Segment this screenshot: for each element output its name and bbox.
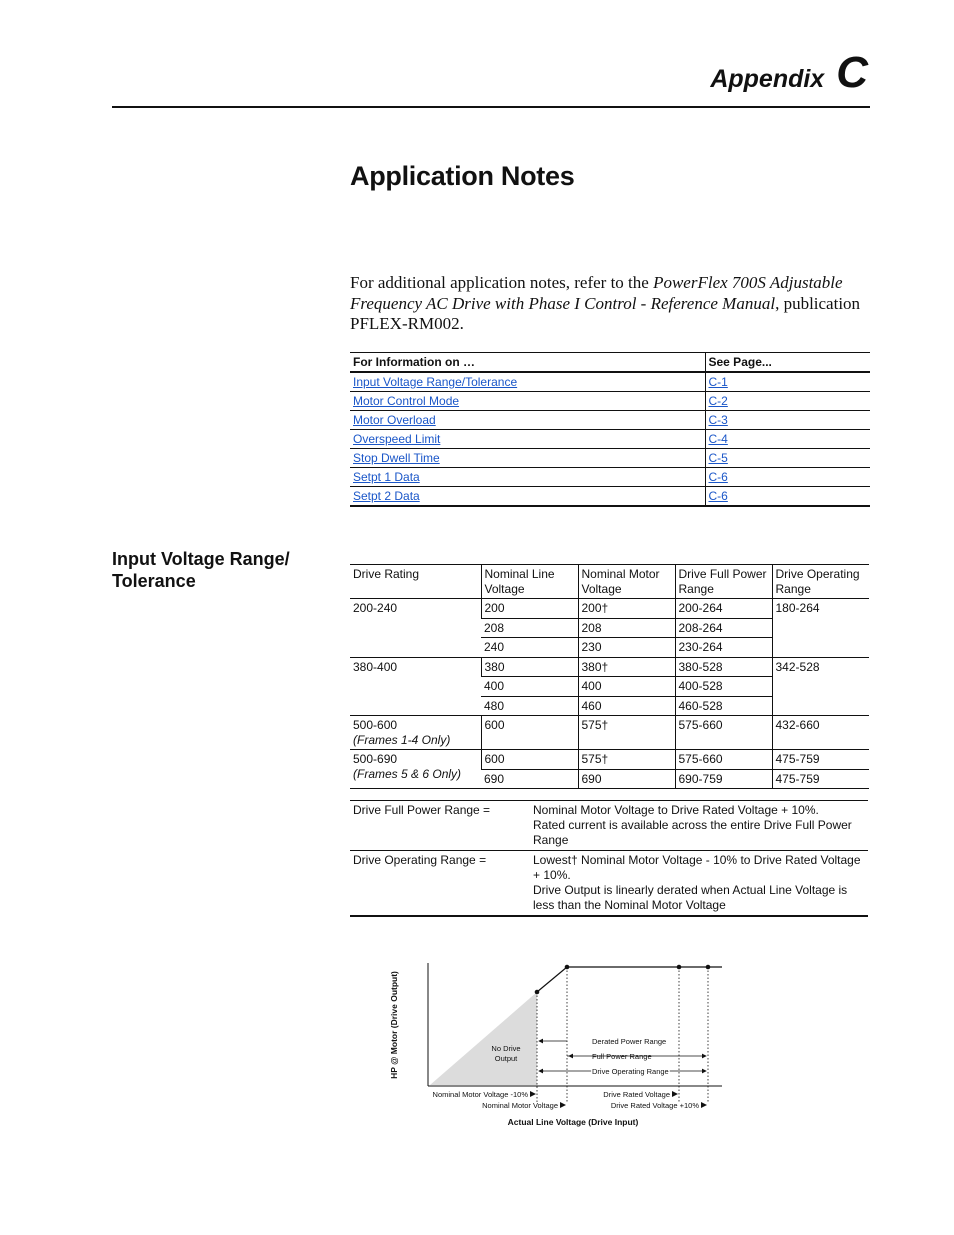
definition-term: Drive Operating Range =	[350, 851, 530, 917]
full-power-range-label: Full Power Range	[592, 1052, 652, 1061]
toc-row	[350, 372, 870, 392]
nominal-motor-cell: 230	[578, 638, 675, 658]
definition-line: Rated current is available across the entire Drive Full Power Range	[533, 818, 852, 847]
marker-arrow	[530, 1091, 536, 1097]
table-row	[350, 716, 869, 750]
toc-link-motor-overload[interactable]: Motor Overload	[353, 413, 436, 427]
toc-link-setpt-1-data[interactable]: Setpt 1 Data	[353, 470, 420, 484]
toc-page-link[interactable]: C-3	[708, 413, 728, 427]
toc-row	[350, 392, 870, 411]
header-rule	[112, 106, 870, 108]
appendix-heading	[710, 48, 868, 98]
header-nominal-line: Nominal Line Voltage	[481, 565, 578, 599]
toc-header-topic: For Information on …	[350, 353, 705, 373]
definition-body	[530, 851, 868, 917]
toc-row	[350, 430, 870, 449]
marker-arrow	[560, 1102, 566, 1108]
voltage-table-header	[350, 565, 869, 599]
marker-nominal: Nominal Motor Voltage	[482, 1101, 558, 1110]
toc-page-link[interactable]: C-2	[708, 394, 728, 408]
toc-link-overspeed-limit[interactable]: Overspeed Limit	[353, 432, 441, 446]
table-row	[350, 750, 869, 770]
toc-page-link[interactable]: C-6	[708, 489, 728, 503]
toc-row	[350, 449, 870, 468]
intro-tail: , publication PFLEX-RM002.	[350, 293, 861, 333]
derated-range-label: Derated Power Range	[592, 1037, 667, 1046]
nominal-line-cell: 200	[481, 599, 578, 619]
appendix-word: Appendix	[710, 65, 825, 93]
nominal-line-cell: 600	[481, 750, 578, 770]
toc-table	[350, 352, 870, 507]
toc-link-stop-dwell-time[interactable]: Stop Dwell Time	[353, 451, 440, 465]
marker-rated-plus10: Drive Rated Voltage +10%	[610, 1101, 699, 1110]
output-curve	[537, 967, 722, 992]
drive-rating-value: 500-690	[353, 752, 398, 766]
marker-arrow	[672, 1091, 678, 1097]
drive-rating-cell: 380-400	[350, 657, 481, 716]
nominal-motor-cell: 200†	[578, 599, 675, 619]
full-power-cell: 380-528	[675, 657, 772, 677]
operating-range-label: Drive Operating Range	[592, 1067, 669, 1076]
definition-line: Nominal Motor Voltage to Drive Rated Voltage + 10%.	[533, 803, 819, 817]
definition-line: Lowest† Nominal Motor Voltage - 10% to Drive Rated Voltage + 10%.	[533, 853, 861, 882]
full-power-cell: 208-264	[675, 618, 772, 638]
operating-range-cell: 475-759	[772, 750, 869, 770]
nominal-motor-cell: 400	[578, 677, 675, 697]
definition-body	[530, 801, 868, 851]
nominal-motor-cell: 208	[578, 618, 675, 638]
nominal-motor-cell: 690	[578, 769, 675, 789]
full-power-cell: 575-660	[675, 750, 772, 770]
full-power-cell: 460-528	[675, 696, 772, 716]
full-power-cell: 230-264	[675, 638, 772, 658]
drive-rating-cell: 200-240	[350, 599, 481, 658]
operating-range-cell: 475-759	[772, 769, 869, 789]
operating-range-cell: 180-264	[772, 599, 869, 658]
marker-arrow	[701, 1102, 707, 1108]
header-drive-rating: Drive Rating	[350, 565, 481, 599]
full-power-cell: 200-264	[675, 599, 772, 619]
y-axis-label: HP @ Motor (Drive Output)	[389, 971, 399, 1079]
toc-page-link[interactable]: C-1	[708, 375, 728, 389]
nominal-motor-cell: 460	[578, 696, 675, 716]
full-power-cell: 575-660	[675, 716, 772, 750]
nominal-motor-cell: 575†	[578, 750, 675, 770]
frame-note: (Frames 1-4 Only)	[353, 732, 451, 747]
nominal-line-cell: 480	[481, 696, 578, 716]
nominal-line-cell: 690	[481, 769, 578, 789]
voltage-range-diagram	[380, 955, 730, 1135]
nominal-line-cell: 240	[481, 638, 578, 658]
appendix-letter: C	[836, 48, 868, 97]
page-title: Application Notes	[350, 161, 575, 191]
definition-term: Drive Full Power Range =	[350, 801, 530, 851]
definition-line: Drive Output is linearly derated when Actual Line Voltage is less than the Nominal Motor Voltage	[533, 883, 848, 912]
voltage-table	[350, 564, 869, 789]
toc-link-motor-control-mode[interactable]: Motor Control Mode	[353, 394, 460, 408]
nominal-line-cell: 400	[481, 677, 578, 697]
marker-nominal-minus10: Nominal Motor Voltage -10%	[432, 1090, 528, 1099]
drive-rating-cell	[350, 716, 481, 750]
manual-title: PowerFlex 700S Adjustable Frequency AC Drive with Phase I Control - Reference Manual	[350, 273, 843, 313]
toc-row	[350, 487, 870, 507]
header-full-power: Drive Full Power Range	[675, 565, 772, 599]
toc-page-link[interactable]: C-4	[708, 432, 728, 446]
table-row	[350, 599, 869, 619]
x-axis-label: Actual Line Voltage (Drive Input)	[507, 1117, 639, 1127]
toc-row	[350, 411, 870, 430]
toc-page-link[interactable]: C-5	[708, 451, 728, 465]
toc-link-setpt-2-data[interactable]: Setpt 2 Data	[353, 489, 420, 503]
drive-rating-cell	[350, 750, 481, 789]
toc-row	[350, 468, 870, 487]
header-nominal-motor: Nominal Motor Voltage	[578, 565, 675, 599]
toc-header-page: See Page...	[705, 353, 870, 373]
nominal-line-cell: 208	[481, 618, 578, 638]
no-output-region	[430, 992, 537, 1085]
nominal-line-cell: 380	[481, 657, 578, 677]
definition-row	[350, 801, 868, 851]
full-power-cell: 690-759	[675, 769, 772, 789]
section-title: Input Voltage Range/ Tolerance	[112, 549, 290, 591]
nominal-motor-cell: 380†	[578, 657, 675, 677]
frame-note: (Frames 5 & 6 Only)	[353, 766, 462, 781]
intro-lead: For additional application notes, refer to the	[350, 273, 654, 292]
full-power-cell: 400-528	[675, 677, 772, 697]
nominal-line-cell: 600	[481, 716, 578, 750]
header-operating: Drive Operating Range	[772, 565, 869, 599]
operating-range-cell: 432-660	[772, 716, 869, 750]
marker-rated: Drive Rated Voltage	[603, 1090, 670, 1099]
operating-range-cell: 342-528	[772, 657, 869, 716]
intro-paragraph	[350, 273, 870, 335]
toc-page-link[interactable]: C-6	[708, 470, 728, 484]
definition-row	[350, 851, 868, 917]
nominal-motor-cell: 575†	[578, 716, 675, 750]
definitions-table	[350, 800, 868, 917]
drive-rating-value: 500-600	[353, 718, 398, 732]
toc-link-input-voltage[interactable]: Input Voltage Range/Tolerance	[353, 375, 518, 389]
reference-lines	[537, 967, 708, 1103]
no-output-label: No Drive Output	[491, 1044, 521, 1063]
table-row	[350, 657, 869, 677]
